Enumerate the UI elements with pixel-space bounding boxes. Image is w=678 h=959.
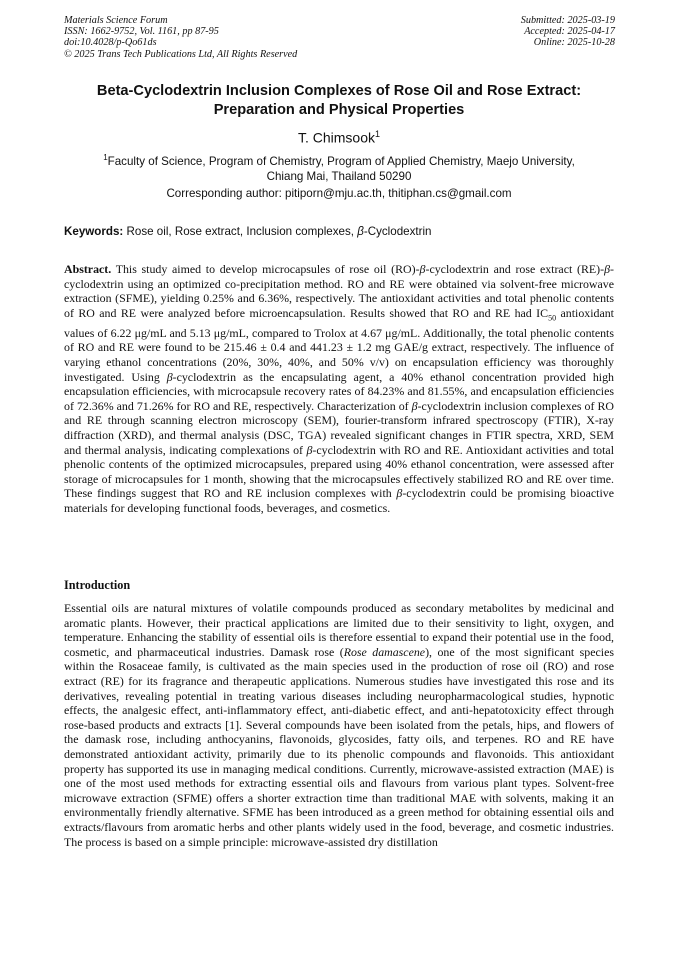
abstract-part-8: -cyclodextrin could be promising bioactive materials for developing functional foods, beverages, and cosmetics.: [64, 486, 615, 515]
corresponding-author: Corresponding author: pitiporn@mju.ac.th, thitiphan.cs@gmail.com: [166, 187, 512, 200]
affiliation-sup: 1: [103, 153, 108, 162]
author: [40, 126, 638, 147]
copyright: © 2025 Trans Tech Publications Ltd, All Rights Reserved: [64, 48, 298, 60]
introduction-heading: Introduction: [64, 578, 131, 592]
introduction-body: [64, 601, 614, 849]
abstract-part-3: -cyclodextrin using an optimized co-precipitation method. RO and RE were obtained via solvent-free microwave extraction (SFME), yielding 0.25% and 6.36%, respectively. The antioxidant activities and total phenolic contents of RO and RE were analyzed before microencapsulation. Results showed that RO and RE had IC: [64, 262, 614, 320]
beta-symbol: β: [604, 262, 611, 276]
abstract-part-5: -cyclodextrin as the encapsulating agent, a 40% ethanol concentration provided high encapsulation efficiencies, with microcapsule recovery rates of 84.23% and 81.55%, and encapsulation efficiencies of 72.36% and 71.26% for RO and RE, respectively. Characterization of: [64, 369, 614, 413]
intro-part-2: ), one of the most significant species within the Rosaceae family, is cultivated as the main species used in the production of rose oil (RO) and rose extract (RE) for its fragrance and therapeutic applications. Numerous studies have investigated this rose and its derivatives, revealing potential in treating various diseases including neuropharmacological studies, hypnotic effects, the analgesic effect, anti-inflammatory effect, anti-diabetic effect, and anti-hepatotoxicity effect through rose-based products and extracts [1]. Several compounds have been isolated from the petals, hips, and flowers of the damask rose, including anthocyanins, flavonoids, glycosides, fatty oils, and terpenes. RO and RE have demonstrated antioxidant activity, primarily due to its phenolic compounds and flavonoids. This antioxidant property has supported its use in managing medical conditions. Currently, microwave-assisted extraction (MAE) is one of the most used methods for extracting essential oils and flavours from various plant types. Solvent-free microwave extraction (SFME) offers a shorter extraction time than traditional MAE with solvents, making it an environmentally friendly alternative. SFME has been introduced as a green method for obtaining essential oils and extracts/flavours from aromatic herbs and other plants widely used in the food, beverage, and cosmetic industries. The process is based on a simple principle: microwave-assisted dry distillation: [64, 644, 614, 849]
doi: doi:10.4028/p-Qo61ds: [64, 37, 157, 49]
title-line-1: Beta-Cyclodextrin Inclusion Complexes of Rose Oil and Rose Extract:: [96, 83, 582, 99]
author-name: T. Chimsook: [297, 129, 375, 146]
keywords-last: -Cyclodextrin: [363, 225, 432, 238]
submission-dates: [521, 15, 615, 49]
abstract-part-4: antioxidant values of 6.22 μg/mL and 5.13 μg/mL, compared to Trolox at 4.67 μg/mL. Additionally, the total phenolic contents of RO and RE were found to be 215.46 ± 0.4 and 441.23 ± 1.2 mg GAE/g extract, respectively. The influence of varying ethanol concentrations (20%, 30%, 40%, and 50% v/v) on encapsulation efficiency was thoroughly investigated. Using: [64, 305, 614, 384]
keywords-text: Rose oil, Rose extract, Inclusion complexes,: [126, 225, 354, 238]
abstract-part-1: This study aimed to develop microcapsules of rose oil (RO)-: [115, 262, 420, 276]
beta-symbol: β: [166, 369, 173, 384]
journal-name: Materials Science Forum: [64, 15, 168, 26]
beta-symbol: β: [306, 442, 313, 457]
abstract-part-2: -cyclodextrin and rose extract (RE)-: [425, 262, 605, 276]
keywords-label: Keywords:: [64, 225, 124, 238]
species-name: Rose damascene: [343, 644, 426, 659]
beta-symbol: β: [411, 398, 418, 413]
abstract-part-6: -cyclodextrin inclusion complexes of RO and RE through scanning electron microscopy (SEM), fourier-transform infrared spectroscopy (FTIR), X-ray diffraction (XRD), and thermal analysis (DSC, TGA) revealed significant changes in FTIR spectra, XRD, SEM and thermal analysis, indicating complexations of: [64, 398, 614, 457]
title-line-2: Preparation and Physical Properties: [213, 102, 465, 118]
abstract-part-7: -cyclodextrin with RO and RE. Antioxidant activities and total phenolic contents of the optimized microcapsules, prepared using 40% ethanol concentration, were assessed after storage of microcapsules for 1 month, showing that the microcapsules effectively stabilized RO and RE over time. These findings suggest that RO and RE inclusion complexes with: [64, 442, 614, 501]
intro-part-1: Essential oils are natural mixtures of volatile compounds produced as secondary metabolites by medicinal and aromatic plants. However, their practical applications are limited due to their sensitivity to light, oxygen, and temperature. Enhancing the stability of essential oils is therefore essential to expand their potential use in the food, cosmetic, and pharmaceutical industries. Damask rose (: [64, 601, 614, 659]
beta-symbol: β: [419, 262, 426, 276]
submitted-date: Submitted: 2025-03-19: [520, 15, 615, 26]
accepted-date: Accepted: 2025-04-17: [524, 26, 615, 38]
affiliation-line-1: Faculty of Science, Program of Chemistry, Program of Applied Chemistry, Maejo University,: [107, 154, 575, 168]
keywords-beta: β: [357, 225, 364, 238]
beta-symbol: β: [396, 486, 403, 501]
journal-info: [64, 15, 297, 60]
issn: ISSN: 1662-9752, Vol. 1161, pp 87-95: [64, 26, 219, 38]
affiliation-line-2: Chiang Mai, Thailand 50290: [266, 170, 412, 184]
keywords: [64, 224, 624, 239]
paper-title: [40, 82, 638, 120]
abstract-label: Abstract.: [64, 262, 112, 276]
abstract: [64, 262, 614, 515]
affiliation: [60, 150, 618, 185]
ic50-subscript: 50: [548, 313, 557, 323]
online-date: Online: 2025-10-28: [533, 37, 615, 49]
author-sup: 1: [375, 129, 381, 139]
